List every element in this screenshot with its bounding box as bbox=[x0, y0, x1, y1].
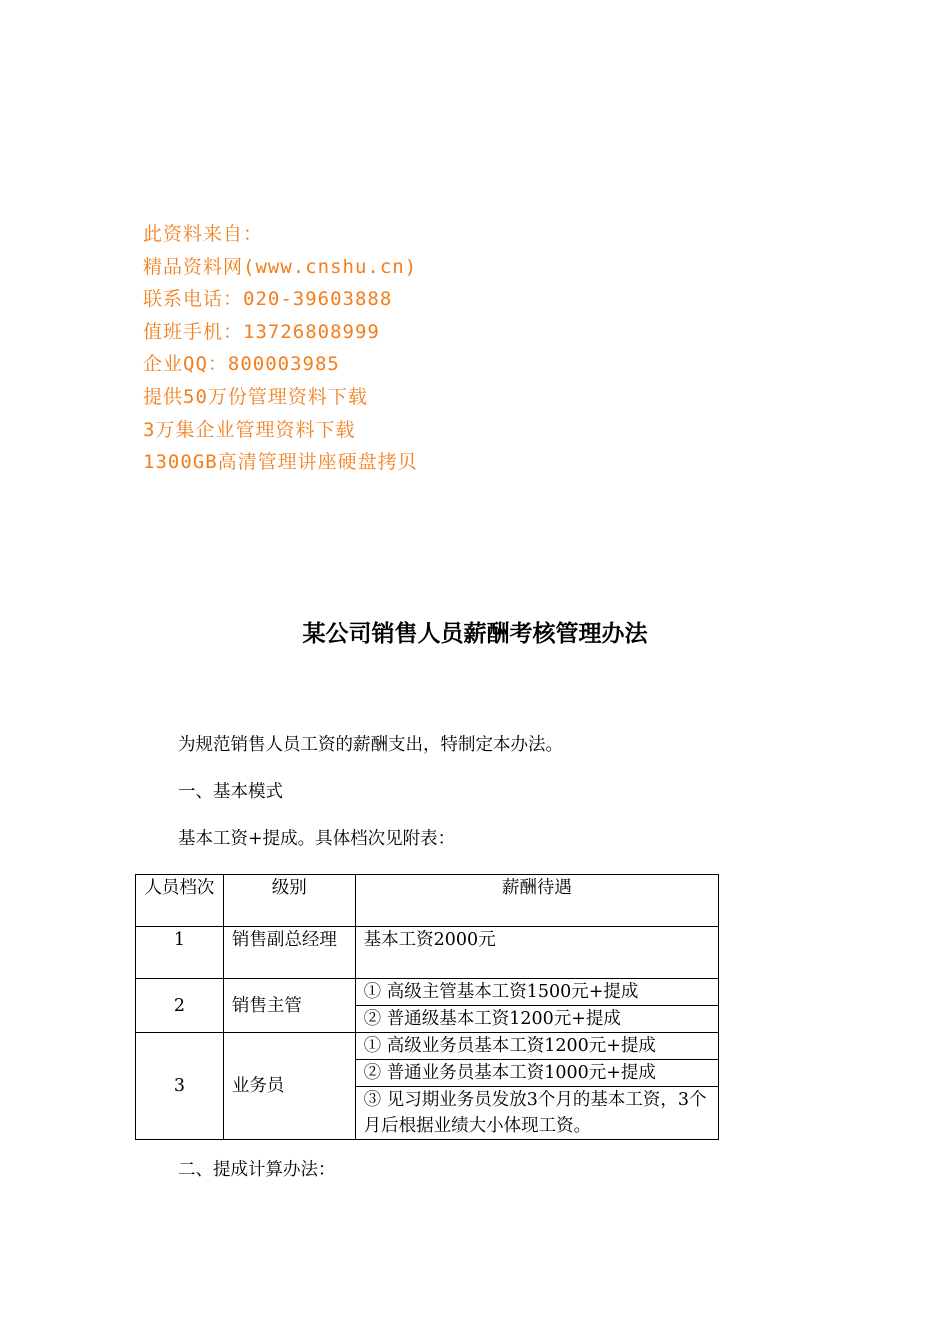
cell-pay: ① 高级主管基本工资1500元+提成 bbox=[355, 979, 718, 1006]
source-line: 值班手机：13726808999 bbox=[143, 320, 380, 343]
source-line: 精品资料网(www.cnshu.cn) bbox=[143, 255, 418, 278]
header-cell-title: 级别 bbox=[223, 875, 355, 927]
table-row bbox=[136, 1033, 719, 1060]
table-header-row bbox=[136, 875, 719, 927]
source-notice bbox=[143, 218, 418, 479]
cell-title: 业务员 bbox=[223, 1033, 355, 1140]
cell-pay: ② 普通级基本工资1200元+提成 bbox=[355, 1006, 718, 1033]
source-line: 提供50万份管理资料下载 bbox=[143, 385, 368, 408]
cell-pay: ① 高级业务员基本工资1200元+提成 bbox=[355, 1033, 718, 1060]
section1-heading: 一、基本模式 bbox=[178, 782, 283, 802]
cell-level: 2 bbox=[136, 979, 224, 1033]
source-line: 联系电话：020-39603888 bbox=[143, 288, 393, 311]
intro-paragraph: 为规范销售人员工资的薪酬支出，特制定本办法。 bbox=[178, 735, 563, 755]
source-line: 3万集企业管理资料下载 bbox=[143, 418, 356, 441]
header-cell-level: 人员档次 bbox=[136, 875, 224, 927]
cell-level: 3 bbox=[136, 1033, 224, 1140]
source-line: 此资料来自： bbox=[143, 223, 264, 245]
cell-pay: ② 普通业务员基本工资1000元+提成 bbox=[355, 1060, 718, 1087]
document-title: 某公司销售人员薪酬考核管理办法 bbox=[302, 621, 648, 647]
section2-heading: 二、提成计算办法： bbox=[178, 1160, 336, 1180]
salary-table bbox=[135, 874, 719, 1140]
source-line: 1300GB高清管理讲座硬盘拷贝 bbox=[143, 451, 418, 474]
cell-title: 销售主管 bbox=[223, 979, 355, 1033]
table-row bbox=[136, 979, 719, 1006]
cell-level: 1 bbox=[136, 927, 224, 979]
table-row bbox=[136, 927, 719, 979]
header-cell-pay: 薪酬待遇 bbox=[355, 875, 718, 927]
cell-pay: 基本工资2000元 bbox=[355, 927, 718, 979]
cell-title: 销售副总经理 bbox=[223, 927, 355, 979]
section1-text: 基本工资+提成。具体档次见附表： bbox=[178, 829, 456, 849]
cell-pay: ③ 见习期业务员发放3个月的基本工资，3个月后根据业绩大小体现工资。 bbox=[355, 1087, 718, 1140]
source-line: 企业QQ：800003985 bbox=[143, 353, 340, 376]
